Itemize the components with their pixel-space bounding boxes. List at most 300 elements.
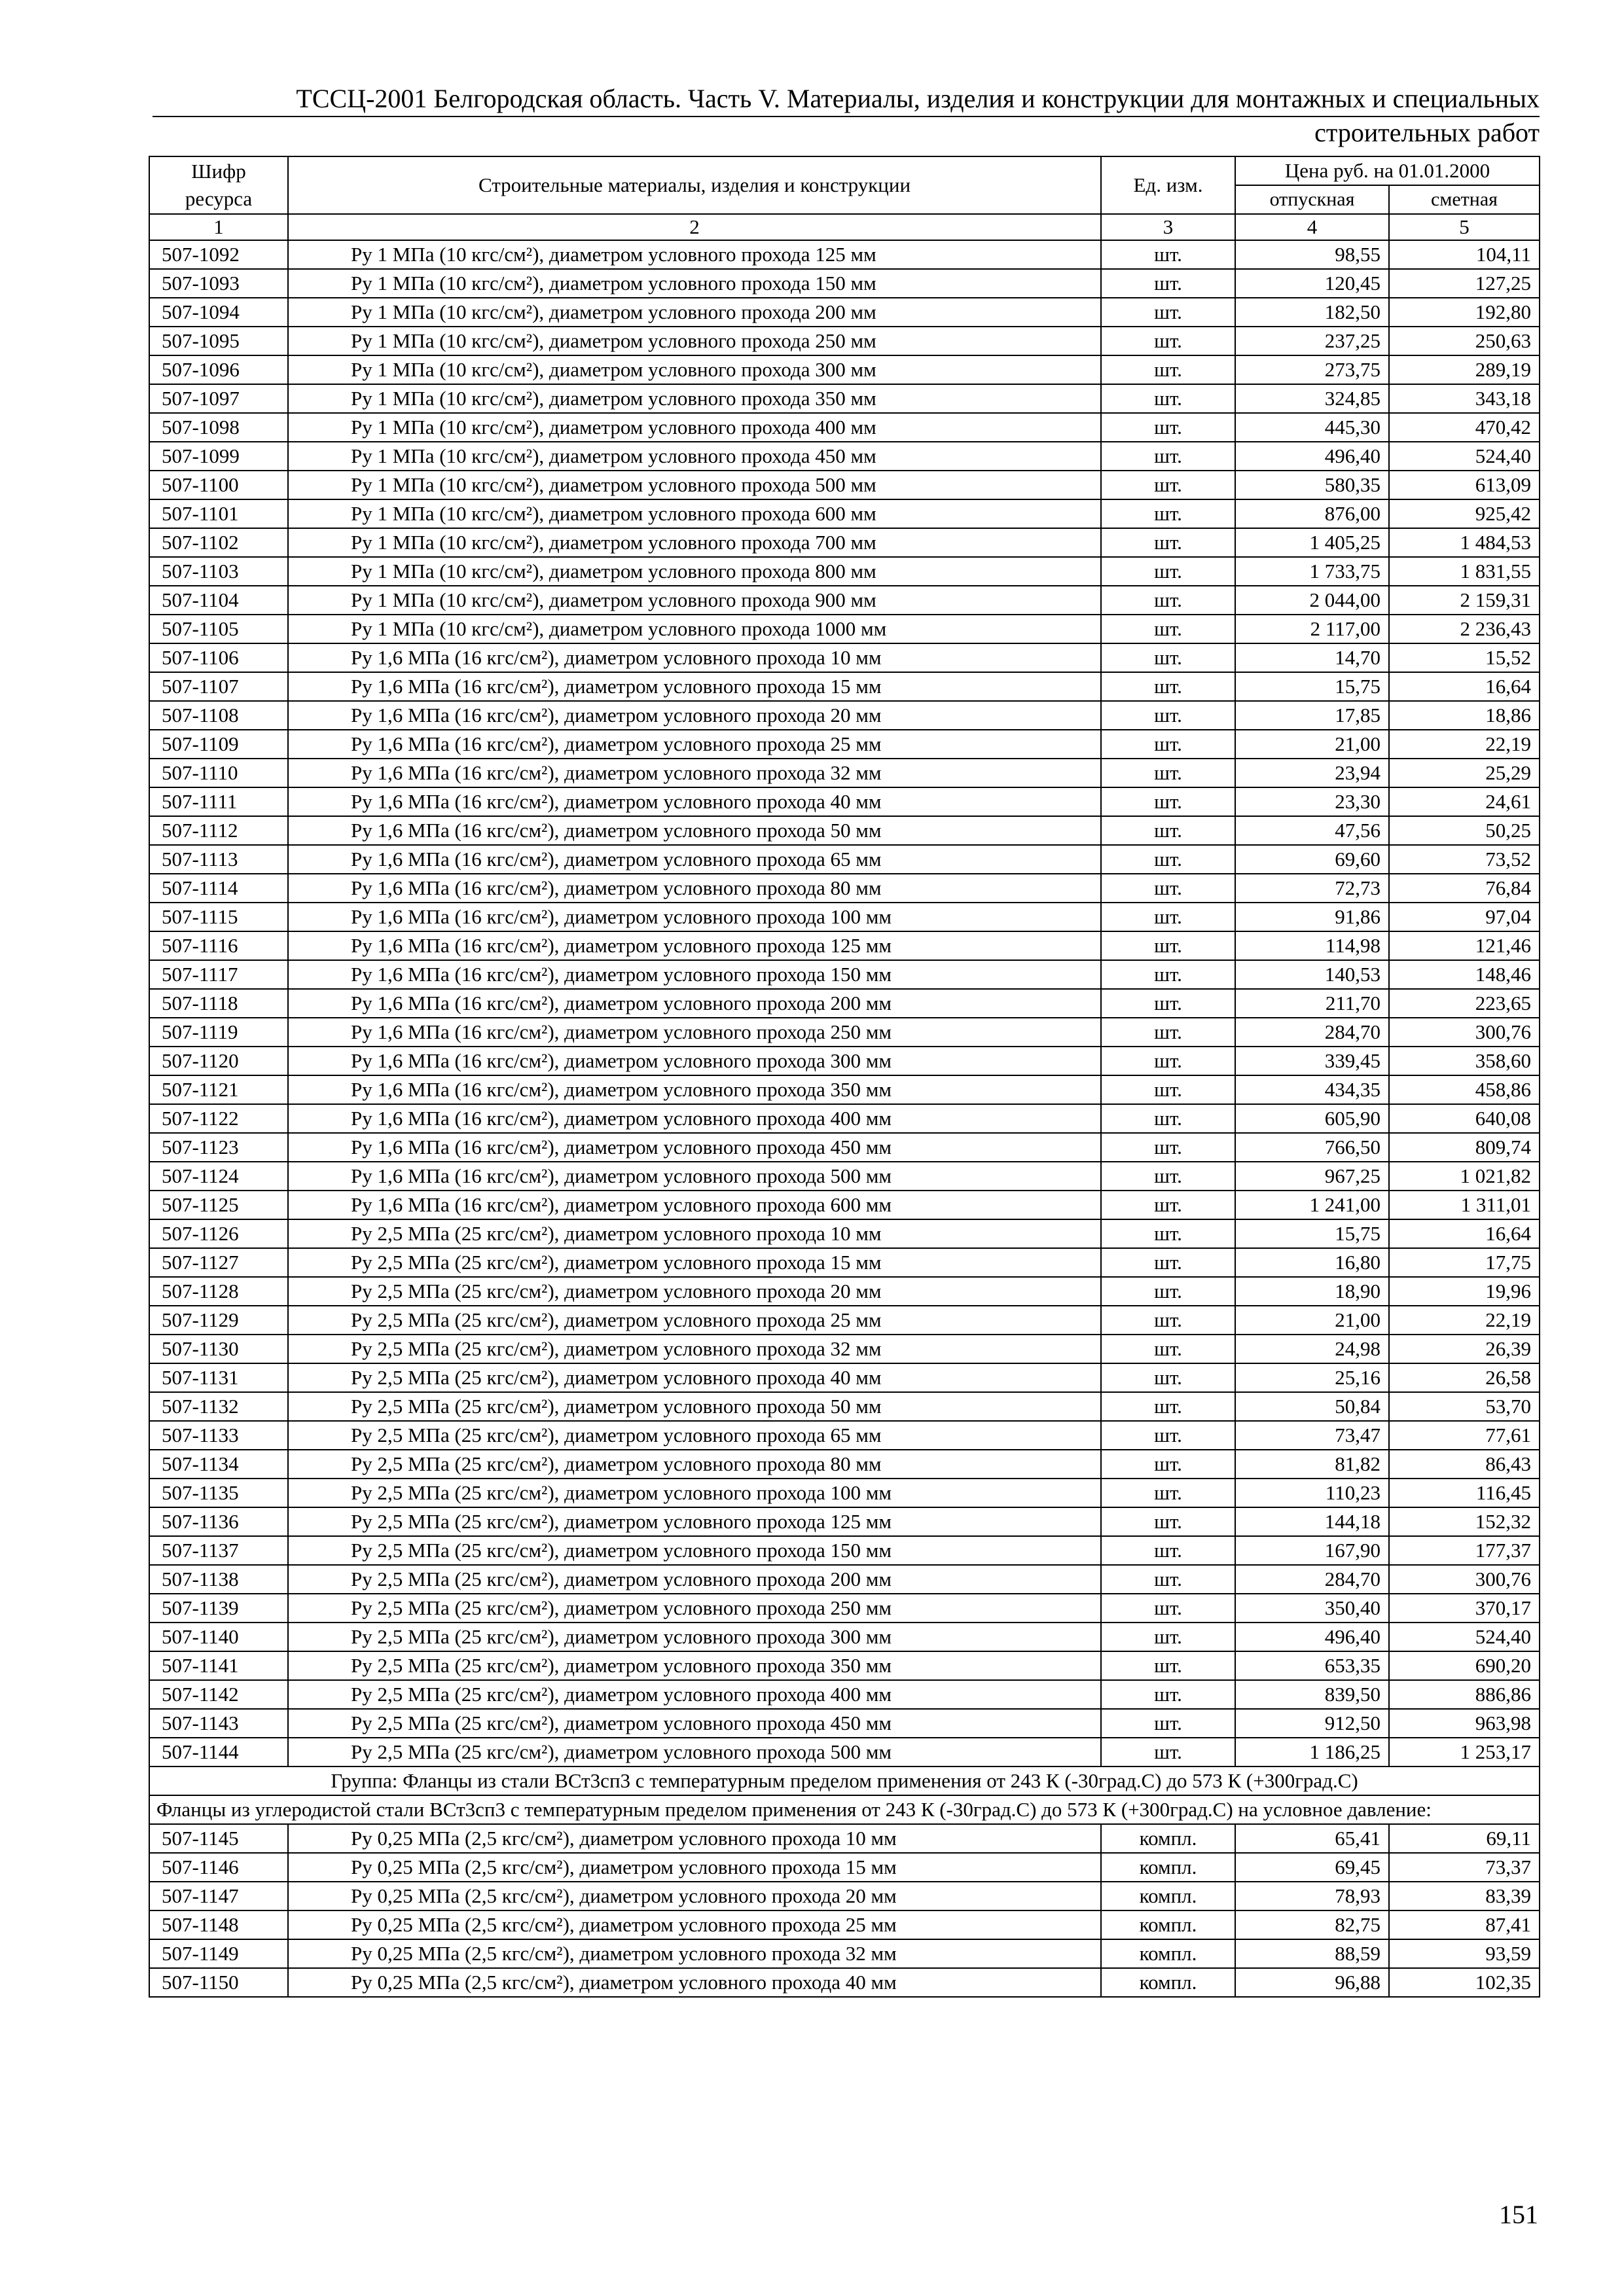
table-row [149,1824,1540,1853]
table-row [149,298,1540,327]
unit: компл. [1101,1910,1235,1939]
page-number: 151 [1499,2200,1538,2229]
table-row [149,787,1540,816]
unit: шт. [1101,1277,1235,1306]
estimate-price: 223,65 [1389,989,1540,1018]
unit: шт. [1101,1421,1235,1450]
estimate-price: 69,11 [1389,1824,1540,1853]
subgroup-title: Фланцы из углеродистой стали ВСт3сп3 с температурным пределом применения от 243 К (-30град.С) до 573 К (+300град.С) на условное давление: [149,1795,1540,1824]
column-index-row [149,214,1540,240]
release-price: 18,90 [1235,1277,1389,1306]
unit: шт. [1101,816,1235,845]
material-name: Ру 0,25 МПа (2,5 кгс/см²), диаметром условного прохода 10 мм [288,1824,1101,1853]
unit: шт. [1101,1450,1235,1479]
estimate-price: 22,19 [1389,730,1540,759]
resource-code: 507-1113 [149,845,288,874]
table-row [149,1363,1540,1392]
table-row [149,1479,1540,1507]
estimate-price: 102,35 [1389,1968,1540,1997]
release-price: 350,40 [1235,1594,1389,1623]
unit: шт. [1101,413,1235,442]
unit: шт. [1101,730,1235,759]
release-price: 25,16 [1235,1363,1389,1392]
resource-code: 507-1130 [149,1335,288,1363]
estimate-price: 127,25 [1389,269,1540,298]
column-index: 4 [1235,214,1389,240]
unit: шт. [1101,1133,1235,1162]
estimate-price: 26,58 [1389,1363,1540,1392]
resource-code: 507-1131 [149,1363,288,1392]
release-price: 144,18 [1235,1507,1389,1536]
material-name: Ру 2,5 МПа (25 кгс/см²), диаметром условного прохода 250 мм [288,1594,1101,1623]
material-name: Ру 2,5 МПа (25 кгс/см²), диаметром условного прохода 50 мм [288,1392,1101,1421]
estimate-price: 97,04 [1389,903,1540,931]
table-row [149,1450,1540,1479]
resource-code: 507-1125 [149,1191,288,1219]
estimate-price: 613,09 [1389,471,1540,499]
table-row [149,989,1540,1018]
material-name: Ру 1,6 МПа (16 кгс/см²), диаметром условного прохода 100 мм [288,903,1101,931]
release-price: 766,50 [1235,1133,1389,1162]
release-price: 47,56 [1235,816,1389,845]
release-price: 114,98 [1235,931,1389,960]
table-row [149,1248,1540,1277]
material-name: Ру 2,5 МПа (25 кгс/см²), диаметром условного прохода 350 мм [288,1651,1101,1680]
table-row [149,269,1540,298]
material-name: Ру 0,25 МПа (2,5 кгс/см²), диаметром условного прохода 32 мм [288,1939,1101,1968]
resource-code: 507-1107 [149,672,288,701]
material-name: Ру 0,25 МПа (2,5 кгс/см²), диаметром условного прохода 15 мм [288,1853,1101,1882]
release-price: 580,35 [1235,471,1389,499]
unit: компл. [1101,1824,1235,1853]
release-price: 167,90 [1235,1536,1389,1565]
unit: шт. [1101,989,1235,1018]
table-row [149,1536,1540,1565]
estimate-price: 116,45 [1389,1479,1540,1507]
unit: шт. [1101,1623,1235,1651]
header-rule [153,116,1540,117]
resource-code: 507-1134 [149,1450,288,1479]
table-row [149,643,1540,672]
material-name: Ру 1,6 МПа (16 кгс/см²), диаметром условного прохода 300 мм [288,1047,1101,1075]
unit: шт. [1101,1651,1235,1680]
column-header-unit: Ед. изм. [1101,156,1235,214]
column-header-estimate-price: сметная [1389,185,1540,214]
estimate-price: 26,39 [1389,1335,1540,1363]
release-price: 967,25 [1235,1162,1389,1191]
unit: шт. [1101,1363,1235,1392]
release-price: 1 241,00 [1235,1191,1389,1219]
resource-code: 507-1141 [149,1651,288,1680]
release-price: 653,35 [1235,1651,1389,1680]
group-title: Группа: Фланцы из стали ВСт3сп3 с температурным пределом применения от 243 К (-30град.С) до 573 К (+300град.С) [149,1767,1540,1795]
release-price: 182,50 [1235,298,1389,327]
estimate-price: 1 484,53 [1389,528,1540,557]
resource-code: 507-1114 [149,874,288,903]
release-price: 876,00 [1235,499,1389,528]
unit: шт. [1101,960,1235,989]
resource-code: 507-1143 [149,1709,288,1738]
table-row [149,1133,1540,1162]
release-price: 1 733,75 [1235,557,1389,586]
unit: шт. [1101,1219,1235,1248]
material-name: Ру 2,5 МПа (25 кгс/см²), диаметром условного прохода 450 мм [288,1709,1101,1738]
table-row [149,471,1540,499]
estimate-price: 73,37 [1389,1853,1540,1882]
material-name: Ру 2,5 МПа (25 кгс/см²), диаметром условного прохода 80 мм [288,1450,1101,1479]
material-name: Ру 1,6 МПа (16 кгс/см²), диаметром условного прохода 500 мм [288,1162,1101,1191]
resource-code: 507-1102 [149,528,288,557]
resource-code: 507-1124 [149,1162,288,1191]
release-price: 78,93 [1235,1882,1389,1910]
resource-code: 507-1136 [149,1507,288,1536]
release-price: 912,50 [1235,1709,1389,1738]
unit: компл. [1101,1939,1235,1968]
release-price: 17,85 [1235,701,1389,730]
group-row [149,1767,1540,1795]
material-name: Ру 1,6 МПа (16 кгс/см²), диаметром условного прохода 20 мм [288,701,1101,730]
unit: шт. [1101,1709,1235,1738]
unit: шт. [1101,586,1235,615]
estimate-price: 93,59 [1389,1939,1540,1968]
material-name: Ру 0,25 МПа (2,5 кгс/см²), диаметром условного прохода 20 мм [288,1882,1101,1910]
estimate-price: 25,29 [1389,759,1540,787]
material-name: Ру 1,6 МПа (16 кгс/см²), диаметром условного прохода 250 мм [288,1018,1101,1047]
resource-code: 507-1108 [149,701,288,730]
resource-code: 507-1146 [149,1853,288,1882]
table-row [149,355,1540,384]
column-header-release-price: отпускная [1235,185,1389,214]
table-row [149,1191,1540,1219]
resource-code: 507-1116 [149,931,288,960]
estimate-price: 121,46 [1389,931,1540,960]
resource-code: 507-1132 [149,1392,288,1421]
estimate-price: 24,61 [1389,787,1540,816]
release-price: 211,70 [1235,989,1389,1018]
table-row [149,384,1540,413]
material-name: Ру 2,5 МПа (25 кгс/см²), диаметром условного прохода 20 мм [288,1277,1101,1306]
table-row [149,1392,1540,1421]
table-body-main [149,240,1540,1767]
material-name: Ру 1,6 МПа (16 кгс/см²), диаметром условного прохода 125 мм [288,931,1101,960]
release-price: 91,86 [1235,903,1389,931]
estimate-price: 925,42 [1389,499,1540,528]
resource-code: 507-1148 [149,1910,288,1939]
material-name: Ру 1,6 МПа (16 кгс/см²), диаметром условного прохода 65 мм [288,845,1101,874]
release-price: 2 044,00 [1235,586,1389,615]
estimate-price: 86,43 [1389,1450,1540,1479]
estimate-price: 15,52 [1389,643,1540,672]
unit: шт. [1101,672,1235,701]
document-header: ТССЦ-2001 Белгородская область. Часть V. Материалы, изделия и конструкции для монтажных и специальных [296,84,1540,113]
table-row [149,1277,1540,1306]
estimate-price: 76,84 [1389,874,1540,903]
unit: компл. [1101,1853,1235,1882]
estimate-price: 289,19 [1389,355,1540,384]
resource-code: 507-1117 [149,960,288,989]
unit: шт. [1101,1248,1235,1277]
estimate-price: 343,18 [1389,384,1540,413]
table-row [149,845,1540,874]
estimate-price: 470,42 [1389,413,1540,442]
table-row [149,816,1540,845]
resource-code: 507-1135 [149,1479,288,1507]
resource-code: 507-1144 [149,1738,288,1767]
resource-code: 507-1103 [149,557,288,586]
estimate-price: 963,98 [1389,1709,1540,1738]
material-name: Ру 1,6 МПа (16 кгс/см²), диаметром условного прохода 450 мм [288,1133,1101,1162]
unit: шт. [1101,1162,1235,1191]
resource-code: 507-1133 [149,1421,288,1450]
release-price: 69,45 [1235,1853,1389,1882]
release-price: 237,25 [1235,327,1389,355]
resource-code: 507-1095 [149,327,288,355]
material-name: Ру 0,25 МПа (2,5 кгс/см²), диаметром условного прохода 25 мм [288,1910,1101,1939]
estimate-price: 640,08 [1389,1104,1540,1133]
resource-code: 507-1123 [149,1133,288,1162]
table-row [149,586,1540,615]
release-price: 496,40 [1235,1623,1389,1651]
resource-code: 507-1099 [149,442,288,471]
material-name: Ру 1,6 МПа (16 кгс/см²), диаметром условного прохода 25 мм [288,730,1101,759]
resource-code: 507-1121 [149,1075,288,1104]
unit: шт. [1101,1047,1235,1075]
unit: шт. [1101,1018,1235,1047]
resource-code: 507-1128 [149,1277,288,1306]
estimate-price: 300,76 [1389,1018,1540,1047]
table-row [149,1075,1540,1104]
unit: шт. [1101,1335,1235,1363]
unit: шт. [1101,1191,1235,1219]
unit: шт. [1101,787,1235,816]
unit: шт. [1101,1479,1235,1507]
material-name: Ру 1 МПа (10 кгс/см²), диаметром условного прохода 900 мм [288,586,1101,615]
column-index: 2 [288,214,1101,240]
release-price: 15,75 [1235,672,1389,701]
unit: шт. [1101,298,1235,327]
estimate-price: 1 021,82 [1389,1162,1540,1191]
estimate-price: 77,61 [1389,1421,1540,1450]
material-name: Ру 2,5 МПа (25 кгс/см²), диаметром условного прохода 25 мм [288,1306,1101,1335]
table-row [149,1047,1540,1075]
table-row [149,615,1540,643]
release-price: 15,75 [1235,1219,1389,1248]
resource-code: 507-1122 [149,1104,288,1133]
table-row [149,874,1540,903]
release-price: 65,41 [1235,1824,1389,1853]
resource-code: 507-1147 [149,1882,288,1910]
unit: шт. [1101,1306,1235,1335]
resource-code: 507-1093 [149,269,288,298]
material-name: Ру 2,5 МПа (25 кгс/см²), диаметром условного прохода 32 мм [288,1335,1101,1363]
material-name: Ру 0,25 МПа (2,5 кгс/см²), диаметром условного прохода 40 мм [288,1968,1101,1997]
resource-code: 507-1097 [149,384,288,413]
table-row [149,1968,1540,1997]
unit: шт. [1101,1680,1235,1709]
table-row [149,903,1540,931]
material-name: Ру 1 МПа (10 кгс/см²), диаметром условного прохода 250 мм [288,327,1101,355]
material-name: Ру 1 МПа (10 кгс/см²), диаметром условного прохода 200 мм [288,298,1101,327]
table-row [149,960,1540,989]
group-section [149,1767,1540,1824]
resource-code: 507-1098 [149,413,288,442]
estimate-price: 148,46 [1389,960,1540,989]
resource-code: 507-1139 [149,1594,288,1623]
estimate-price: 458,86 [1389,1075,1540,1104]
resource-code: 507-1119 [149,1018,288,1047]
estimate-price: 87,41 [1389,1910,1540,1939]
material-name: Ру 2,5 МПа (25 кгс/см²), диаметром условного прохода 300 мм [288,1623,1101,1651]
unit: шт. [1101,384,1235,413]
document-header-continued: строительных работ [1314,118,1540,147]
release-price: 1 186,25 [1235,1738,1389,1767]
unit: шт. [1101,874,1235,903]
column-index: 1 [149,214,288,240]
release-price: 82,75 [1235,1910,1389,1939]
resource-code: 507-1118 [149,989,288,1018]
unit: шт. [1101,1594,1235,1623]
material-name: Ру 2,5 МПа (25 кгс/см²), диаметром условного прохода 400 мм [288,1680,1101,1709]
material-name: Ру 1,6 МПа (16 кгс/см²), диаметром условного прохода 32 мм [288,759,1101,787]
material-name: Ру 1 МПа (10 кгс/см²), диаметром условного прохода 150 мм [288,269,1101,298]
release-price: 496,40 [1235,442,1389,471]
resource-code: 507-1150 [149,1968,288,1997]
material-name: Ру 1 МПа (10 кгс/см²), диаметром условного прохода 400 мм [288,413,1101,442]
estimate-price: 152,32 [1389,1507,1540,1536]
column-header-name: Строительные материалы, изделия и конструкции [288,156,1101,214]
material-name: Ру 2,5 МПа (25 кгс/см²), диаметром условного прохода 150 мм [288,1536,1101,1565]
resource-code: 507-1142 [149,1680,288,1709]
column-header-code: Шифр ресурса [149,156,288,214]
unit: компл. [1101,1882,1235,1910]
estimate-price: 18,86 [1389,701,1540,730]
unit: шт. [1101,845,1235,874]
unit: компл. [1101,1968,1235,1997]
release-price: 98,55 [1235,240,1389,269]
material-name: Ру 1,6 МПа (16 кгс/см²), диаметром условного прохода 400 мм [288,1104,1101,1133]
material-name: Ру 1,6 МПа (16 кгс/см²), диаметром условного прохода 10 мм [288,643,1101,672]
estimate-price: 809,74 [1389,1133,1540,1162]
release-price: 605,90 [1235,1104,1389,1133]
table-row [149,528,1540,557]
unit: шт. [1101,557,1235,586]
unit: шт. [1101,1104,1235,1133]
release-price: 23,30 [1235,787,1389,816]
estimate-price: 53,70 [1389,1392,1540,1421]
estimate-price: 2 159,31 [1389,586,1540,615]
resource-code: 507-1138 [149,1565,288,1594]
estimate-price: 358,60 [1389,1047,1540,1075]
column-index: 3 [1101,214,1235,240]
release-price: 140,53 [1235,960,1389,989]
release-price: 1 405,25 [1235,528,1389,557]
table-row [149,672,1540,701]
estimate-price: 17,75 [1389,1248,1540,1277]
unit: шт. [1101,1392,1235,1421]
release-price: 88,59 [1235,1939,1389,1968]
estimate-price: 690,20 [1389,1651,1540,1680]
release-price: 2 117,00 [1235,615,1389,643]
resource-code: 507-1115 [149,903,288,931]
material-name: Ру 1 МПа (10 кгс/см²), диаметром условного прохода 450 мм [288,442,1101,471]
table-row [149,1853,1540,1882]
release-price: 96,88 [1235,1968,1389,1997]
unit: шт. [1101,643,1235,672]
unit: шт. [1101,1565,1235,1594]
material-name: Ру 2,5 МПа (25 кгс/см²), диаметром условного прохода 500 мм [288,1738,1101,1767]
table-row [149,327,1540,355]
unit: шт. [1101,499,1235,528]
release-price: 21,00 [1235,1306,1389,1335]
estimate-price: 177,37 [1389,1536,1540,1565]
column-header-price: Цена руб. на 01.01.2000 [1235,156,1540,185]
release-price: 24,98 [1235,1335,1389,1363]
release-price: 110,23 [1235,1479,1389,1507]
resource-code: 507-1096 [149,355,288,384]
release-price: 434,35 [1235,1075,1389,1104]
material-name: Ру 1,6 МПа (16 кгс/см²), диаметром условного прохода 80 мм [288,874,1101,903]
resource-code: 507-1140 [149,1623,288,1651]
estimate-price: 300,76 [1389,1565,1540,1594]
resource-code: 507-1104 [149,586,288,615]
material-name: Ру 1 МПа (10 кгс/см²), диаметром условного прохода 700 мм [288,528,1101,557]
release-price: 14,70 [1235,643,1389,672]
resource-code: 507-1120 [149,1047,288,1075]
resource-code: 507-1110 [149,759,288,787]
table-row [149,1939,1540,1968]
unit: шт. [1101,471,1235,499]
table-row [149,1882,1540,1910]
estimate-price: 524,40 [1389,442,1540,471]
table-row [149,1910,1540,1939]
release-price: 284,70 [1235,1565,1389,1594]
material-name: Ру 1 МПа (10 кгс/см²), диаметром условного прохода 300 мм [288,355,1101,384]
release-price: 73,47 [1235,1421,1389,1450]
estimate-price: 16,64 [1389,1219,1540,1248]
unit: шт. [1101,528,1235,557]
material-name: Ру 1 МПа (10 кгс/см²), диаметром условного прохода 350 мм [288,384,1101,413]
resource-code: 507-1092 [149,240,288,269]
material-name: Ру 1 МПа (10 кгс/см²), диаметром условного прохода 1000 мм [288,615,1101,643]
unit: шт. [1101,355,1235,384]
table-row [149,701,1540,730]
release-price: 23,94 [1235,759,1389,787]
estimate-price: 83,39 [1389,1882,1540,1910]
release-price: 50,84 [1235,1392,1389,1421]
estimate-price: 19,96 [1389,1277,1540,1306]
table-row [149,1709,1540,1738]
estimate-price: 16,64 [1389,672,1540,701]
material-name: Ру 1,6 МПа (16 кгс/см²), диаметром условного прохода 50 мм [288,816,1101,845]
resource-code: 507-1129 [149,1306,288,1335]
unit: шт. [1101,1536,1235,1565]
resource-code: 507-1111 [149,787,288,816]
resource-code: 507-1145 [149,1824,288,1853]
material-name: Ру 1 МПа (10 кгс/см²), диаметром условного прохода 800 мм [288,557,1101,586]
resource-code: 507-1105 [149,615,288,643]
material-name: Ру 1 МПа (10 кгс/см²), диаметром условного прохода 125 мм [288,240,1101,269]
estimate-price: 22,19 [1389,1306,1540,1335]
material-name: Ру 1,6 МПа (16 кгс/см²), диаметром условного прохода 15 мм [288,672,1101,701]
material-name: Ру 1,6 МПа (16 кгс/см²), диаметром условного прохода 600 мм [288,1191,1101,1219]
unit: шт. [1101,269,1235,298]
table-row [149,413,1540,442]
estimate-price: 1 311,01 [1389,1191,1540,1219]
material-name: Ру 1 МПа (10 кгс/см²), диаметром условного прохода 500 мм [288,471,1101,499]
release-price: 284,70 [1235,1018,1389,1047]
material-name: Ру 1,6 МПа (16 кгс/см²), диаметром условного прохода 350 мм [288,1075,1101,1104]
resource-code: 507-1137 [149,1536,288,1565]
